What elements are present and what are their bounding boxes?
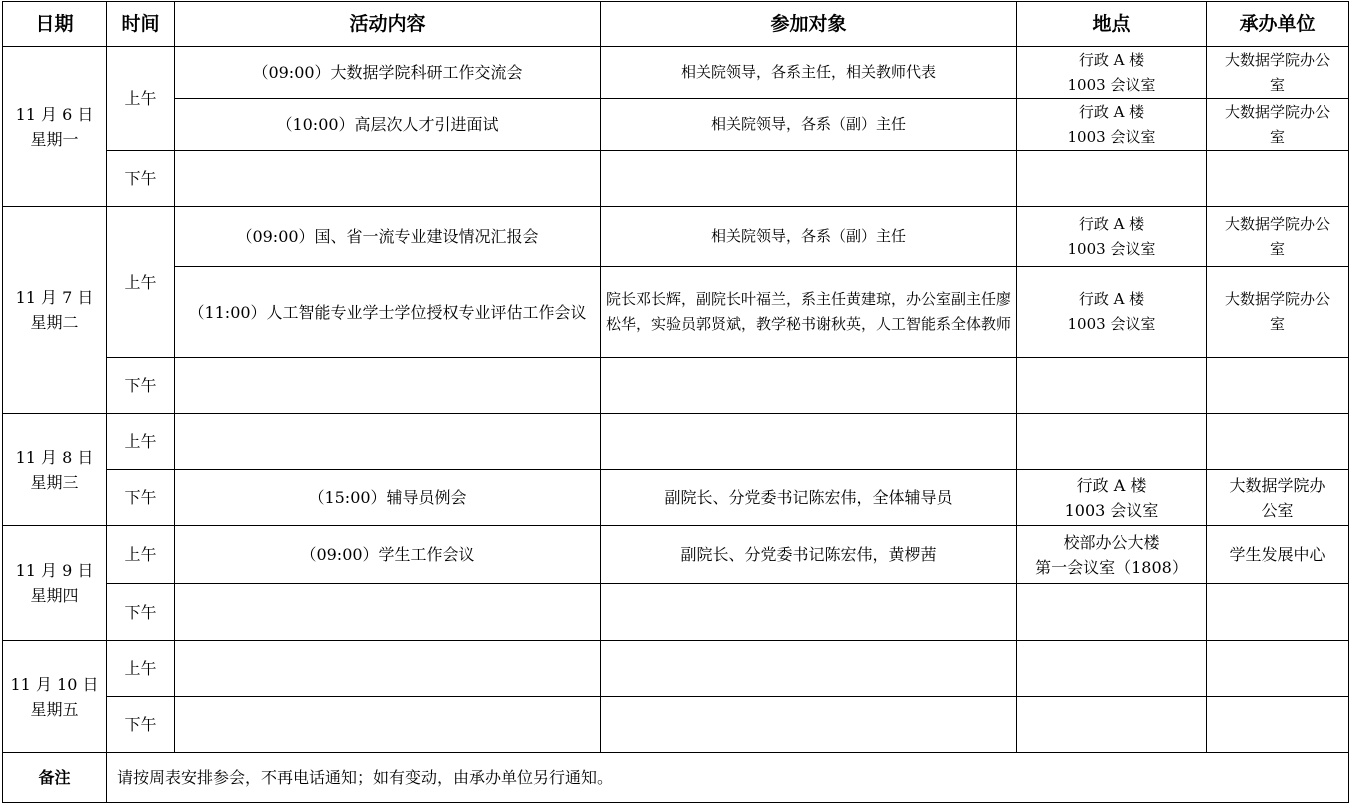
weekday-text: 星期二: [30, 313, 79, 332]
location-line-2: 1003 会议室: [1067, 315, 1156, 333]
location-line-1: 校部办公大楼: [1063, 532, 1160, 552]
activity-cell-empty: [175, 697, 601, 753]
participants-cell: 院长邓长辉，副院长叶福兰，系主任黄建琼，办公室副主任廖松华，实验员郭贤斌，教学秘书谢秋英，人工智能系全体教师: [601, 267, 1017, 358]
date-cell: [3, 47, 107, 207]
organizer-cell-empty: [1207, 641, 1349, 697]
organizer-line-2: 公室: [1261, 500, 1294, 520]
time-cell-morning: 上午: [107, 47, 175, 151]
activity-cell-empty: [175, 414, 601, 470]
participants-cell-empty: [601, 151, 1017, 207]
organizer-line-1: 大数据学院办公: [1224, 50, 1330, 69]
header-date: 日期: [3, 2, 107, 47]
participants-cell-empty: [601, 358, 1017, 414]
date-text: 11 月 6 日: [15, 104, 94, 124]
organizer-line-2: 室: [1269, 315, 1285, 333]
activity-cell: （09:00）大数据学院科研工作交流会: [175, 47, 601, 99]
location-line-1: 行政 A 楼: [1078, 290, 1145, 308]
activity-cell-empty: [175, 641, 601, 697]
participants-cell-empty: [601, 584, 1017, 641]
time-cell-morning: 上午: [107, 414, 175, 470]
date-text: 11 月 7 日: [15, 288, 94, 307]
table-row: [3, 358, 1349, 414]
participants-cell: 副院长、分党委书记陈宏伟，黄椤茜: [601, 526, 1017, 584]
time-cell-afternoon: 下午: [107, 358, 175, 414]
location-cell-empty: [1017, 641, 1207, 697]
organizer-cell: [1207, 267, 1349, 358]
table-row: [3, 99, 1349, 151]
activity-cell: （10:00）高层次人才引进面试: [175, 99, 601, 151]
participants-cell: 副院长、分党委书记陈宏伟，全体辅导员: [601, 470, 1017, 526]
participants-cell: 相关院领导，各系（副）主任: [601, 99, 1017, 151]
location-cell-empty: [1017, 584, 1207, 641]
location-cell: [1017, 207, 1207, 267]
participants-cell-empty: [601, 697, 1017, 753]
participants-cell-empty: [601, 641, 1017, 697]
table-row: [3, 414, 1349, 470]
organizer-line-1: 大数据学院办公: [1224, 290, 1330, 308]
header-location: 地点: [1017, 2, 1207, 47]
location-line-2: 1003 会议室: [1067, 75, 1156, 94]
activity-cell-empty: [175, 151, 601, 207]
time-cell-afternoon: 下午: [107, 151, 175, 207]
weekday-text: 星期一: [30, 129, 79, 149]
location-cell: [1017, 267, 1207, 358]
location-cell-empty: [1017, 697, 1207, 753]
location-cell-empty: [1017, 358, 1207, 414]
date-cell: [3, 414, 107, 526]
location-line-2: 1003 会议室: [1067, 239, 1156, 258]
header-row: [3, 2, 1349, 47]
table-row: [3, 267, 1349, 358]
participants-cell-empty: [601, 414, 1017, 470]
organizer-cell: [1207, 470, 1349, 526]
location-line-1: 行政 A 楼: [1078, 102, 1145, 121]
participants-cell: 相关院领导，各系主任，相关教师代表: [601, 47, 1017, 99]
time-cell-afternoon: 下午: [107, 697, 175, 753]
organizer-cell: [1207, 47, 1349, 99]
organizer-cell: [1207, 207, 1349, 267]
header-time: 时间: [107, 2, 175, 47]
organizer-line-2: 室: [1269, 239, 1285, 258]
location-cell-empty: [1017, 414, 1207, 470]
location-line-1: 行政 A 楼: [1078, 50, 1145, 69]
organizer-line-1: 大数据学院办: [1229, 475, 1326, 495]
table-row: [3, 526, 1349, 584]
organizer-line-1: 大数据学院办公: [1224, 102, 1330, 121]
location-cell: [1017, 99, 1207, 151]
time-cell-morning: 上午: [107, 207, 175, 358]
organizer-cell-empty: [1207, 697, 1349, 753]
activity-cell: （09:00）学生工作会议: [175, 526, 601, 584]
location-line-2: 第一会议室（1808）: [1035, 557, 1188, 577]
table-row: [3, 641, 1349, 697]
location-cell: [1017, 47, 1207, 99]
time-cell-afternoon: 下午: [107, 584, 175, 641]
activity-cell: （11:00）人工智能专业学士学位授权专业评估工作会议: [175, 267, 601, 358]
table-row: [3, 47, 1349, 99]
header-organizer: 承办单位: [1207, 2, 1349, 47]
date-text: 11 月 10 日: [10, 674, 99, 694]
header-participants: 参加对象: [601, 2, 1017, 47]
table-row: [3, 697, 1349, 753]
activity-cell-empty: [175, 358, 601, 414]
location-line-1: 行政 A 楼: [1078, 214, 1145, 233]
location-line-2: 1003 会议室: [1064, 500, 1159, 520]
note-row: [3, 753, 1349, 803]
table-row: [3, 584, 1349, 641]
location-cell-empty: [1017, 151, 1207, 207]
time-cell-afternoon: 下午: [107, 470, 175, 526]
organizer-cell: 学生发展中心: [1207, 526, 1349, 584]
organizer-cell-empty: [1207, 584, 1349, 641]
activity-cell: （09:00）国、省一流专业建设情况汇报会: [175, 207, 601, 267]
time-cell-morning: 上午: [107, 526, 175, 584]
weekday-text: 星期五: [30, 699, 79, 719]
activity-cell-empty: [175, 584, 601, 641]
date-cell: [3, 641, 107, 753]
table-row: [3, 207, 1349, 267]
time-cell-morning: 上午: [107, 641, 175, 697]
organizer-cell-empty: [1207, 358, 1349, 414]
organizer-line-1: 大数据学院办公: [1224, 214, 1330, 233]
date-cell: [3, 207, 107, 414]
organizer-cell-empty: [1207, 414, 1349, 470]
location-cell: [1017, 526, 1207, 584]
table-row: [3, 151, 1349, 207]
organizer-line-2: 室: [1269, 75, 1285, 94]
header-activity: 活动内容: [175, 2, 601, 47]
note-label: 备注: [3, 753, 107, 803]
location-line-1: 行政 A 楼: [1076, 475, 1147, 495]
weekday-text: 星期四: [30, 586, 79, 605]
date-cell: [3, 526, 107, 641]
organizer-cell-empty: [1207, 151, 1349, 207]
table-row: [3, 470, 1349, 526]
note-text: 请按周表安排参会，不再电话通知；如有变动，由承办单位另行通知。: [107, 753, 1349, 803]
location-line-2: 1003 会议室: [1067, 127, 1156, 146]
organizer-line-2: 室: [1269, 127, 1285, 146]
participants-cell: 相关院领导，各系（副）主任: [601, 207, 1017, 267]
organizer-cell: [1207, 99, 1349, 151]
weekly-schedule-table: [2, 1, 1349, 803]
location-cell: [1017, 470, 1207, 526]
activity-cell: （15:00）辅导员例会: [175, 470, 601, 526]
weekday-text: 星期三: [30, 472, 79, 492]
date-text: 11 月 8 日: [15, 447, 94, 467]
date-text: 11 月 9 日: [15, 561, 94, 580]
